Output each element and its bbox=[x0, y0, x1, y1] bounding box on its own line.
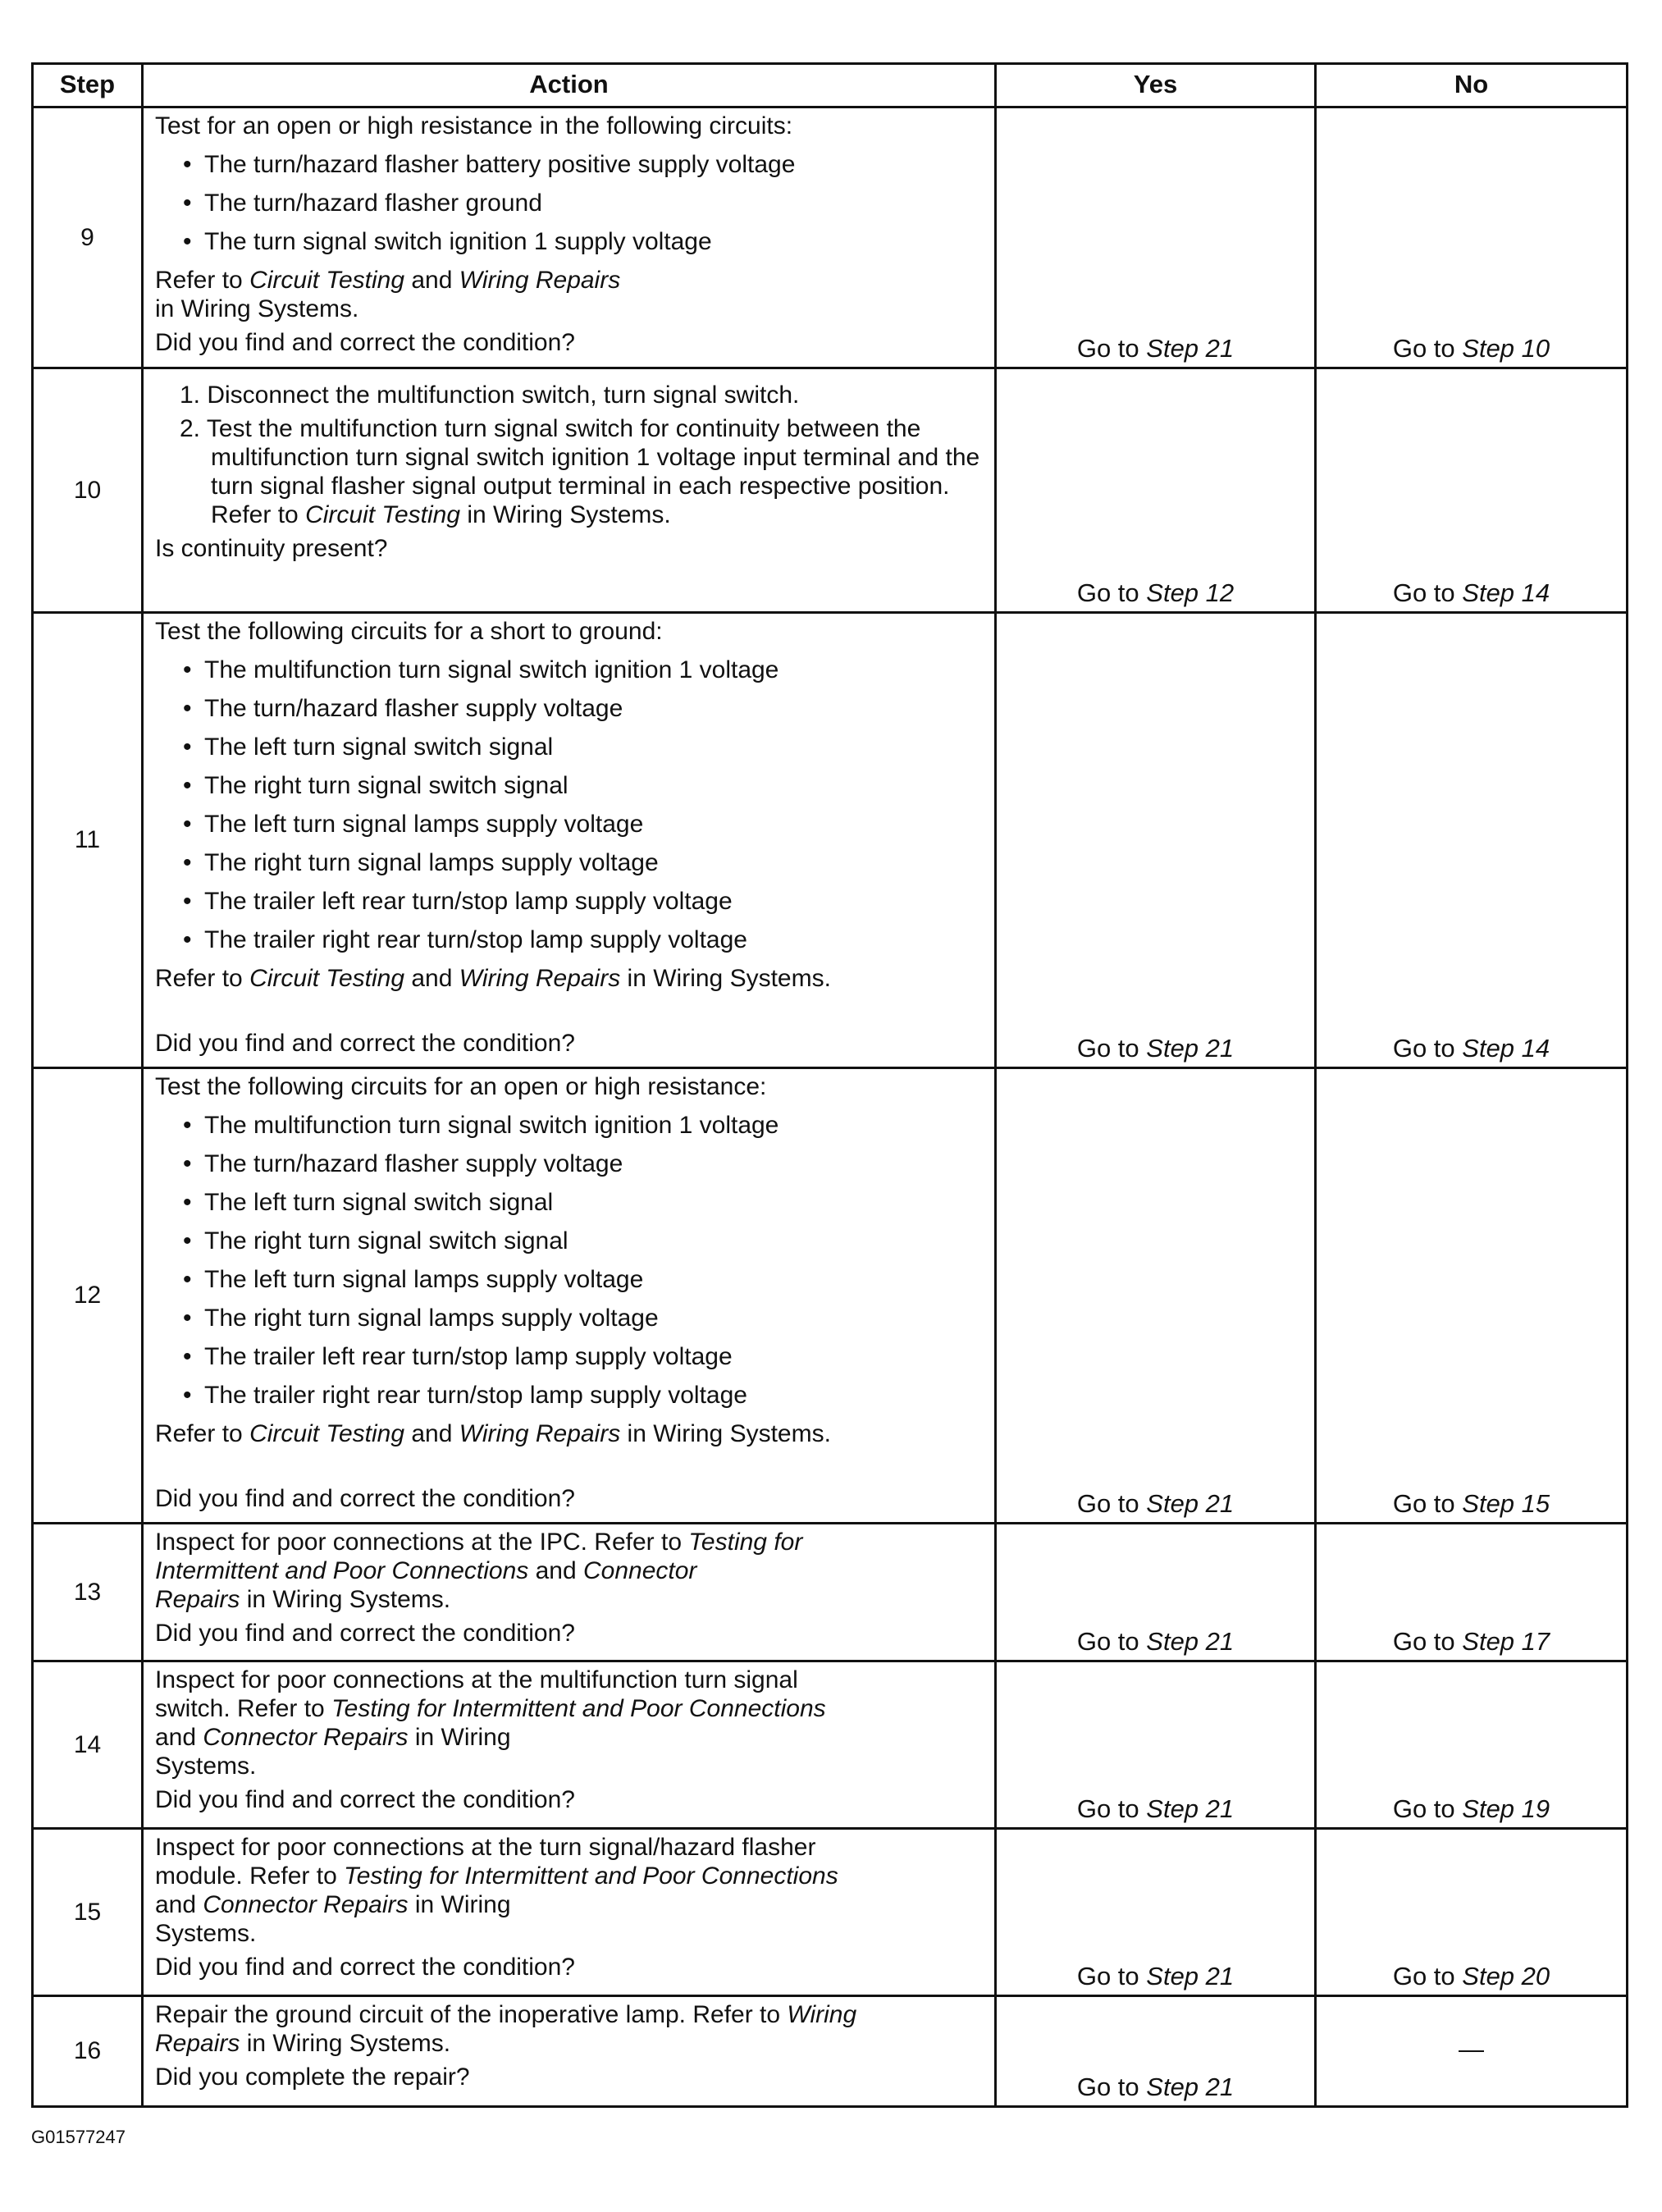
list-item: • The right turn signal lamps supply voltage bbox=[155, 848, 983, 877]
header-no: No bbox=[1316, 64, 1628, 107]
action-intro: Test the following circuits for an open or high resistance: bbox=[155, 1073, 767, 1100]
action-cell bbox=[143, 1996, 996, 2107]
diagnostic-table bbox=[31, 62, 1628, 2108]
no-cell: Go to Step 20 bbox=[1316, 1829, 1628, 1996]
action-cell bbox=[143, 1524, 996, 1661]
action-text: Systems. bbox=[155, 1920, 257, 1947]
table-row bbox=[33, 368, 1628, 613]
list-item: • The trailer left rear turn/stop lamp supply voltage bbox=[155, 887, 983, 916]
list-item: • The turn/hazard flasher supply voltage bbox=[155, 694, 983, 723]
question: Did you find and correct the condition? bbox=[155, 1030, 575, 1057]
action-text: Inspect for poor connections at the multifunction turn signal bbox=[155, 1666, 798, 1693]
action-text: Intermittent and Poor Connections and Connector bbox=[155, 1557, 697, 1584]
table-row bbox=[33, 107, 1628, 368]
table-row bbox=[33, 1524, 1628, 1661]
list-item: • The trailer right rear turn/stop lamp supply voltage bbox=[155, 925, 983, 954]
question: Did you find and correct the condition? bbox=[155, 329, 575, 356]
table-row bbox=[33, 613, 1628, 1068]
step-number: 9 bbox=[33, 107, 143, 368]
no-cell: Go to Step 17 bbox=[1316, 1524, 1628, 1661]
reference-text: Refer to Circuit Testing and Wiring Repairs in Wiring Systems. bbox=[155, 1420, 831, 1447]
no-cell: Go to Step 10 bbox=[1316, 107, 1628, 368]
question: Did you find and correct the condition? bbox=[155, 1954, 575, 1981]
action-cell bbox=[143, 1661, 996, 1829]
reference-text-cont: in Wiring Systems. bbox=[155, 295, 359, 322]
list-item: 2. Test the multifunction turn signal switch for continuity between the multifunction turn signal switch ignition 1 voltage input terminal and the turn signal flasher signal output terminal in each respective position. Refer to Circuit Testing in Wiring Systems. bbox=[180, 415, 980, 528]
list-item: • The left turn signal lamps supply voltage bbox=[155, 810, 983, 839]
action-cell bbox=[143, 1829, 996, 1996]
question: Did you complete the repair? bbox=[155, 2063, 470, 2091]
header-yes: Yes bbox=[996, 64, 1316, 107]
action-text: Inspect for poor connections at the turn signal/hazard flasher bbox=[155, 1834, 816, 1861]
list-item: • The turn/hazard flasher battery positive supply voltage bbox=[155, 150, 983, 179]
action-text: Inspect for poor connections at the IPC. Refer to Testing for bbox=[155, 1529, 803, 1556]
list-item: • The left turn signal lamps supply voltage bbox=[155, 1265, 983, 1294]
header-step: Step bbox=[33, 64, 143, 107]
reference-text: Refer to Circuit Testing and Wiring Repairs bbox=[155, 267, 621, 294]
list-item: 1. Disconnect the multifunction switch, turn signal switch. bbox=[180, 382, 800, 409]
action-text: Repairs in Wiring Systems. bbox=[155, 1586, 451, 1613]
list-item: • The left turn signal switch signal bbox=[155, 1188, 983, 1217]
question: Did you find and correct the condition? bbox=[155, 1485, 575, 1512]
yes-cell: Go to Step 21 bbox=[996, 107, 1316, 368]
header-action: Action bbox=[143, 64, 996, 107]
no-cell: Go to Step 19 bbox=[1316, 1661, 1628, 1829]
header-row bbox=[33, 64, 1628, 107]
figure-id: G01577247 bbox=[31, 2127, 126, 2147]
action-intro: Test for an open or high resistance in the following circuits: bbox=[155, 112, 793, 139]
list-item: • The right turn signal switch signal bbox=[155, 1227, 983, 1255]
no-cell: Go to Step 14 bbox=[1316, 613, 1628, 1068]
list-item: • The left turn signal switch signal bbox=[155, 733, 983, 761]
list-item: • The trailer left rear turn/stop lamp supply voltage bbox=[155, 1342, 983, 1371]
table-row bbox=[33, 1996, 1628, 2107]
question: Did you find and correct the condition? bbox=[155, 1620, 575, 1647]
question: Is continuity present? bbox=[155, 535, 388, 562]
yes-cell: Go to Step 21 bbox=[996, 1829, 1316, 1996]
reference-text: Refer to Circuit Testing and Wiring Repairs in Wiring Systems. bbox=[155, 965, 831, 992]
step-number: 10 bbox=[33, 368, 143, 613]
list-item: • The right turn signal lamps supply voltage bbox=[155, 1304, 983, 1332]
list-item: • The turn/hazard flasher ground bbox=[155, 189, 983, 217]
table-row bbox=[33, 1829, 1628, 1996]
list-item: • The turn signal switch ignition 1 supply voltage bbox=[155, 227, 983, 256]
action-cell bbox=[143, 368, 996, 613]
step-number: 11 bbox=[33, 613, 143, 1068]
action-text: and Connector Repairs in Wiring bbox=[155, 1891, 511, 1918]
step-number: 16 bbox=[33, 1996, 143, 2107]
step-number: 14 bbox=[33, 1661, 143, 1829]
table-row bbox=[33, 1661, 1628, 1829]
list-item: • The trailer right rear turn/stop lamp supply voltage bbox=[155, 1381, 983, 1410]
action-text: switch. Refer to Testing for Intermittent and Poor Connections bbox=[155, 1695, 826, 1722]
table-row bbox=[33, 1068, 1628, 1524]
no-cell: Go to Step 14 bbox=[1316, 368, 1628, 613]
list-item: • The multifunction turn signal switch ignition 1 voltage bbox=[155, 656, 983, 684]
action-cell bbox=[143, 107, 996, 368]
action-text: and Connector Repairs in Wiring bbox=[155, 1724, 511, 1751]
action-text: module. Refer to Testing for Intermittent and Poor Connections bbox=[155, 1862, 838, 1890]
action-cell bbox=[143, 1068, 996, 1524]
step-number: 12 bbox=[33, 1068, 143, 1524]
action-text: Systems. bbox=[155, 1753, 257, 1780]
yes-cell: Go to Step 21 bbox=[996, 1661, 1316, 1829]
no-cell: — bbox=[1316, 1996, 1628, 2107]
list-item: • The turn/hazard flasher supply voltage bbox=[155, 1149, 983, 1178]
action-cell bbox=[143, 613, 996, 1068]
list-item: • The right turn signal switch signal bbox=[155, 771, 983, 800]
yes-cell: Go to Step 21 bbox=[996, 1996, 1316, 2107]
yes-cell: Go to Step 21 bbox=[996, 1068, 1316, 1524]
yes-cell: Go to Step 21 bbox=[996, 613, 1316, 1068]
yes-cell: Go to Step 21 bbox=[996, 1524, 1316, 1661]
action-intro: Test the following circuits for a short to ground: bbox=[155, 618, 663, 645]
action-text: Repairs in Wiring Systems. bbox=[155, 2030, 451, 2057]
step-number: 13 bbox=[33, 1524, 143, 1661]
no-cell: Go to Step 15 bbox=[1316, 1068, 1628, 1524]
list-item: • The multifunction turn signal switch ignition 1 voltage bbox=[155, 1111, 983, 1140]
question: Did you find and correct the condition? bbox=[155, 1786, 575, 1813]
step-number: 15 bbox=[33, 1829, 143, 1996]
action-text: Repair the ground circuit of the inoperative lamp. Refer to Wiring bbox=[155, 2001, 857, 2028]
yes-cell: Go to Step 12 bbox=[996, 368, 1316, 613]
